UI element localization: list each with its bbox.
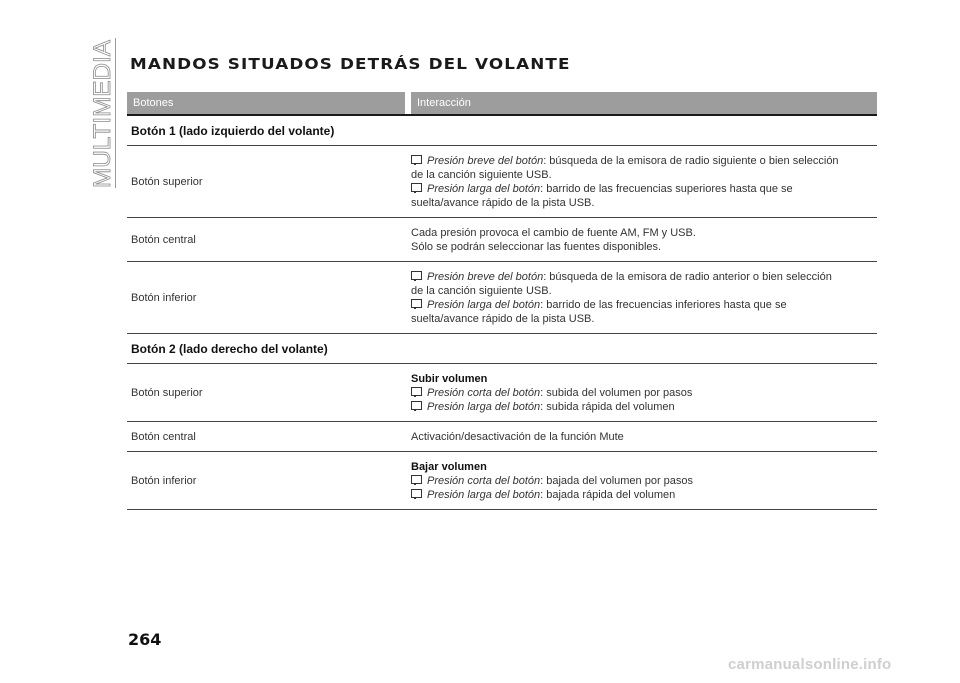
page-number: 264 <box>128 630 162 649</box>
description-text: Sólo se podrán seleccionar las fuentes disponibles. <box>411 241 662 253</box>
description-text: suelta/avance rápido de la pista USB. <box>411 313 595 325</box>
description-text: : búsqueda de la emisora de radio siguiente o bien selección <box>543 155 839 167</box>
table-row <box>127 146 877 217</box>
description-text: : bajada del volumen por pasos <box>540 475 694 487</box>
button-name: Botón central <box>131 430 196 443</box>
press-type: Presión larga del botón <box>427 489 541 501</box>
press-type: Presión larga del botón <box>427 401 541 413</box>
press-icon <box>411 155 422 164</box>
interaction-description <box>411 364 877 421</box>
page-title: MANDOS SITUADOS DETRÁS DEL VOLANTE <box>130 55 571 73</box>
description-text: : subida del volumen por pasos <box>540 387 693 399</box>
table-row <box>127 218 877 261</box>
side-section-label-graphic <box>80 38 120 188</box>
interaction-description <box>411 452 877 509</box>
button-name: Botón superior <box>131 175 203 188</box>
side-section-text: MULTIMEDIA <box>89 41 116 188</box>
press-type: Presión breve del botón <box>427 155 544 167</box>
button-name: Botón inferior <box>131 474 197 487</box>
side-section-label <box>80 38 120 188</box>
description-line <box>411 298 877 312</box>
description-line <box>411 284 877 298</box>
description-text: : barrido de las frecuencias superiores hasta que se <box>540 183 793 195</box>
description-line <box>411 430 877 444</box>
press-icon <box>411 475 422 484</box>
description-line <box>411 386 877 400</box>
press-type: Presión larga del botón <box>427 299 541 311</box>
description-text: de la canción siguiente USB. <box>411 169 552 181</box>
press-type: Presión corta del botón <box>427 387 541 399</box>
press-icon <box>411 387 422 396</box>
interaction-description <box>411 422 877 451</box>
table-header <box>127 92 877 114</box>
description-line <box>411 400 877 414</box>
section-title: Botón 2 (lado derecho del volante) <box>131 342 328 356</box>
button-name: Botón central <box>131 233 196 246</box>
description-line <box>411 460 877 474</box>
press-icon <box>411 401 422 410</box>
interaction-description <box>411 262 877 333</box>
table-body <box>127 114 877 510</box>
press-icon <box>411 299 422 308</box>
description-heading: Bajar volumen <box>411 461 487 473</box>
table-row <box>127 262 877 333</box>
description-line <box>411 196 877 210</box>
description-text: suelta/avance rápido de la pista USB. <box>411 197 595 209</box>
description-text: : bajada rápida del volumen <box>540 489 676 501</box>
interaction-description <box>411 218 877 261</box>
description-line <box>411 474 877 488</box>
footer-watermark: carmanualsonline.info <box>728 656 892 673</box>
header-interaction: Interacción <box>411 92 877 114</box>
description-line <box>411 240 877 254</box>
description-line <box>411 154 877 168</box>
description-text: : búsqueda de la emisora de radio anterior o bien selección <box>543 271 832 283</box>
press-type: Presión corta del botón <box>427 475 541 487</box>
table-divider <box>127 509 877 510</box>
description-line <box>411 372 877 386</box>
header-buttons: Botones <box>127 92 405 114</box>
controls-table <box>127 92 877 510</box>
button-name: Botón inferior <box>131 291 197 304</box>
description-text: Activación/desactivación de la función Mute <box>411 431 624 443</box>
description-text: : barrido de las frecuencias inferiores hasta que se <box>540 299 787 311</box>
description-line <box>411 168 877 182</box>
press-icon <box>411 183 422 192</box>
description-line <box>411 312 877 326</box>
table-row <box>127 422 877 451</box>
interaction-description <box>411 146 877 217</box>
description-text: Cada presión provoca el cambio de fuente AM, FM y USB. <box>411 227 696 239</box>
side-divider <box>115 38 116 188</box>
description-line <box>411 226 877 240</box>
description-text: : subida rápida del volumen <box>540 401 675 413</box>
description-text: de la canción siguiente USB. <box>411 285 552 297</box>
press-icon <box>411 271 422 280</box>
description-line <box>411 182 877 196</box>
description-line <box>411 270 877 284</box>
press-type: Presión breve del botón <box>427 271 544 283</box>
section-title: Botón 1 (lado izquierdo del volante) <box>131 124 335 138</box>
table-row <box>127 452 877 509</box>
table-row <box>127 364 877 421</box>
button-name: Botón superior <box>131 386 203 399</box>
press-icon <box>411 489 422 498</box>
description-line <box>411 488 877 502</box>
press-type: Presión larga del botón <box>427 183 541 195</box>
description-heading: Subir volumen <box>411 373 488 385</box>
